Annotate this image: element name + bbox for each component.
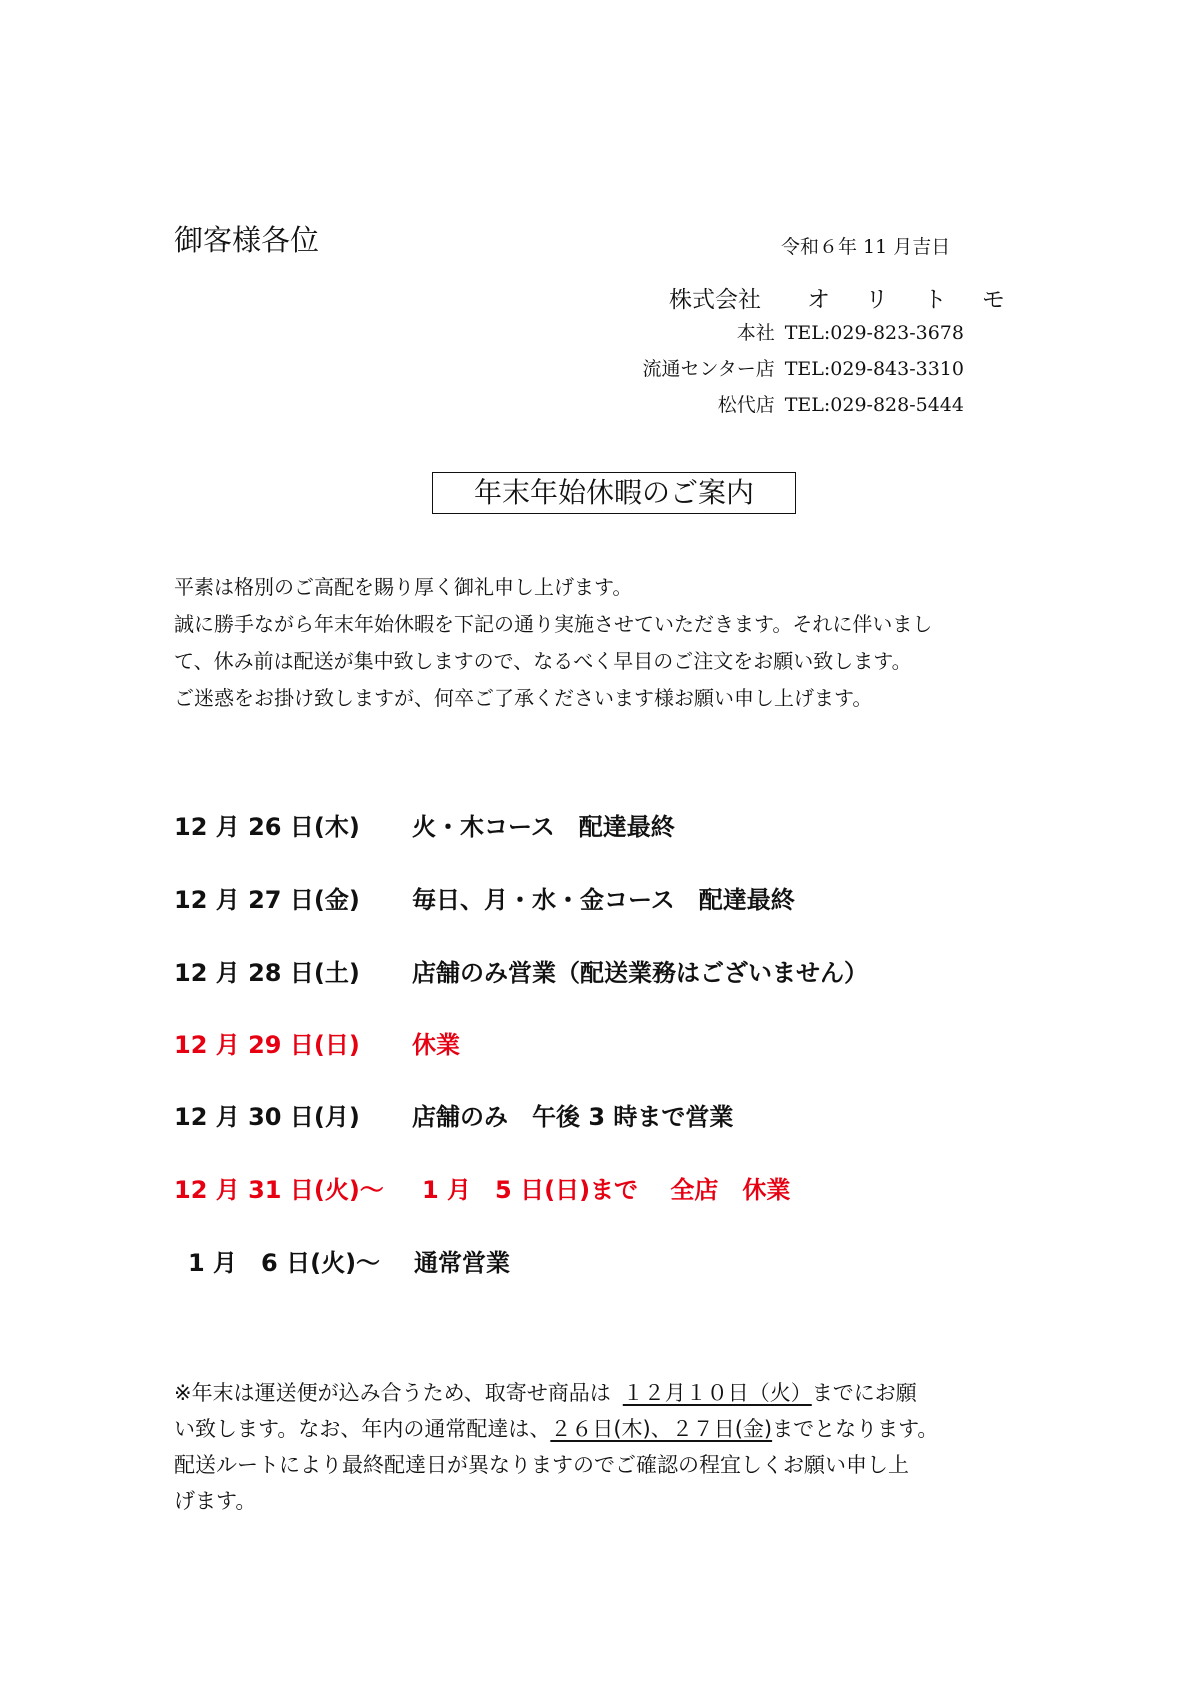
schedule-desc: 休業 [412,1031,460,1059]
schedule-row-holiday [174,1170,791,1205]
schedule-desc: 1 月 5 日(日)まで 全店 休業 [422,1176,791,1204]
schedule-date: 12 月 26 日(木) [174,813,360,841]
contact-tel: TEL:029-843-3310 [784,358,964,380]
note-deadline: １２月１０日（火） [622,1381,812,1405]
company-prefix: 株式会社 [669,287,761,313]
contact-tel: TEL:029-828-5444 [784,394,964,416]
contact-tel: TEL:029-823-3678 [784,322,964,344]
note-line [174,1377,917,1407]
schedule-date: 1 月 6 日(火)～ [188,1249,381,1277]
intro-line: ご迷惑をお掛け致しますが、何卒ご了承くださいます様お願い申し上げます。 [174,686,873,710]
contact-distribution-center [642,354,964,381]
note-text: ※年末は運送便が込み合うため、取寄せ商品は [174,1381,611,1405]
schedule-date: 12 月 30 日(月) [174,1103,360,1131]
schedule-desc: 毎日、月・水・金コース 配達最終 [412,886,795,914]
note-line: 配送ルートにより最終配達日が異なりますのでご確認の程宜しくお願い申し上 [174,1453,909,1477]
schedule-row [174,1097,734,1132]
schedule-date: 12 月 28 日(土) [174,959,360,987]
schedule-desc: 通常営業 [414,1249,510,1277]
schedule-row [174,953,868,988]
note-line: げます。 [174,1489,257,1513]
notice-title: 年末年始休暇のご案内 [432,472,796,514]
company-brand: オ リ ト モ [807,287,1019,313]
intro-line: 誠に勝手ながら年末年始休暇を下記の通り実施させていただきます。それに伴いまし [174,612,933,636]
addressee: 御客様各位 [174,223,320,257]
contact-label: 流通センター店 [642,358,775,380]
schedule-desc: 火・木コース 配達最終 [412,813,675,841]
intro-line: 平素は格別のご高配を賜り厚く御礼申し上げます。 [174,575,633,599]
contact-matsushiro [718,390,964,417]
note-line [174,1413,938,1443]
contact-label: 本社 [736,322,775,344]
schedule-desc: 店舗のみ 午後 3 時まで営業 [412,1103,734,1131]
schedule-row-holiday [174,1025,460,1060]
company-name [669,281,1019,314]
issue-date: 令和６年 11 月吉日 [781,236,951,258]
schedule-date: 12 月 31 日(火)～ [174,1176,384,1204]
schedule-desc: 店舗のみ営業（配送業務はございません） [412,959,868,987]
schedule-row [174,807,675,842]
note-text: い致します。なお、年内の通常配達は、 [174,1417,551,1441]
contact-label: 松代店 [717,394,775,416]
schedule-row [174,880,795,915]
schedule-date: 12 月 27 日(金) [174,886,360,914]
note-text: までとなります。 [772,1417,939,1441]
intro-line: て、休み前は配送が集中致しますので、なるべく早目のご注文をお願い致します。 [174,649,912,673]
contact-head-office [737,318,964,345]
schedule-date: 12 月 29 日(日) [174,1031,360,1059]
note-delivery-dates: ２６日(木)、２７日(金) [550,1417,773,1441]
note-text: までにお願 [811,1381,917,1405]
schedule-row [188,1243,510,1278]
